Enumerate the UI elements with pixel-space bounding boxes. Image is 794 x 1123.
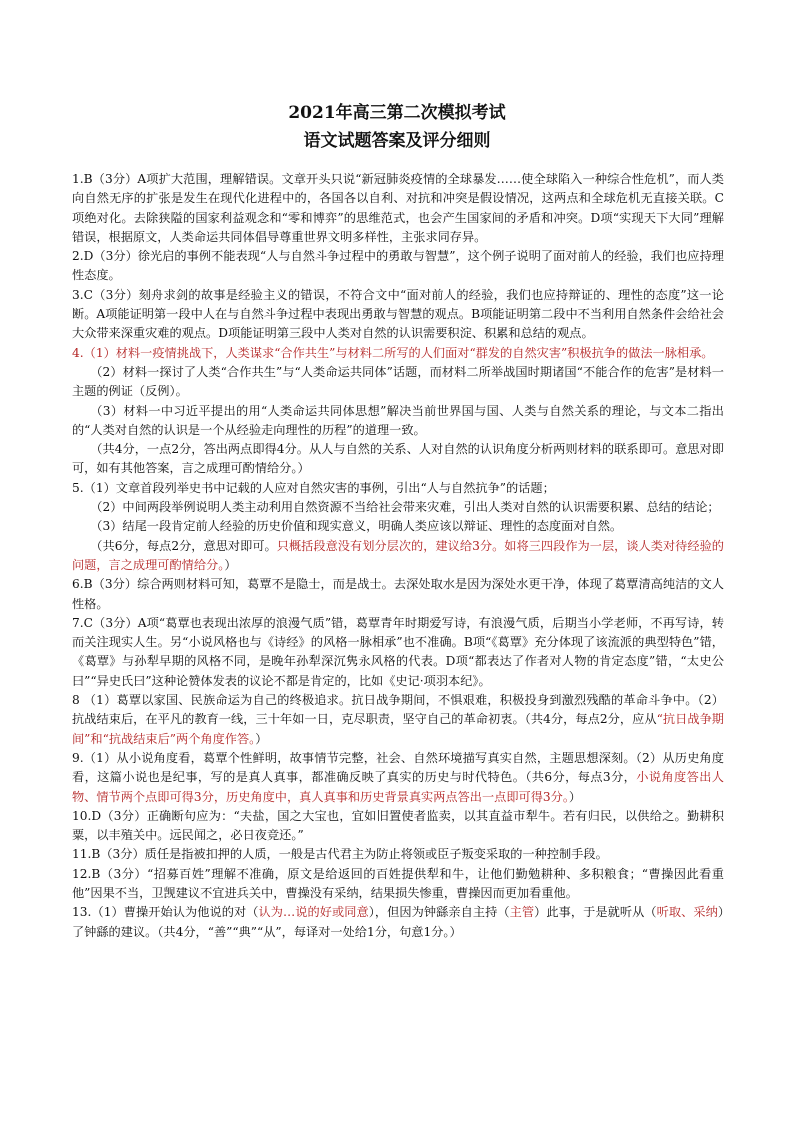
answer-item <box>72 575 724 614</box>
answer-item <box>72 903 724 942</box>
answer-item <box>72 691 724 749</box>
answer-item <box>72 344 724 363</box>
highlighted-text: “抗日战争期间”和“抗战结束后”两个角度作答。 <box>72 712 724 746</box>
answer-text: 1.B（3分）A项扩大范围，理解错误。文章开头只说“新冠肺炎疫情的全球暴发……使全球陷入一种综合性危机”，而人类向自然无序的扩张是发生在现代化进程中的，各国各以自利、对抗和冲突是假设情况，这两点和全球危机无直接关联。C项绝对化。去除狭隘的国家利益观念和“零和博弈”的思维范式，也会产生国家间的矛盾和冲突。D项“实现天下大同”理解错误，根据原文，人类命运共同体倡导尊重世界文明多样性，主张求同存异。 <box>72 172 724 244</box>
answer-item <box>72 537 724 576</box>
answer-text: 9.（1）从小说角度看，葛覃个性鲜明，故事情节完整，社会、自然环境描写真实自然，主题思想深刻。（2）从历史角度看，这篇小说也是纪事，写的是真人真事，都准确反映了真实的历史与时代特色。（共6分，每点3分， <box>72 750 724 785</box>
answer-text: 11.B（3分）质任是指被扣押的人质，一般是古代君主为防止将领或臣子叛变采取的一种控制手段。 <box>72 847 608 862</box>
answer-text: 6.B（3分）综合两则材料可知，葛覃不是隐士，而是战士。去深处取水是因为深处水更干净，体现了葛覃清高纯洁的文人性格。 <box>72 577 724 611</box>
document-subtitle: 语文试题答案及评分细则 <box>303 131 491 151</box>
answer-item <box>72 286 724 344</box>
answer-item <box>72 402 724 441</box>
answer-item <box>72 498 724 517</box>
answer-text: （3）结尾一段肯定前人经验的历史价值和现实意义，明确人类应该以辩证、理性的态度面对自然。 <box>90 519 623 534</box>
highlighted-text: 小说角度答出人物、情节两个点即可得3分，历史角度中，真人真事和历史背景真实两点答出一点即可得3分。 <box>72 770 724 804</box>
answer-item <box>72 170 724 247</box>
highlighted-text: 只概括段意没有划分层次的，建议给3分。如将三四段作为一层，谈人类对待经验的问题，言之成理可酌情给分。 <box>72 538 724 572</box>
answer-text: 5.（1）文章首段列举史书中记载的人应对自然灾害的事例，引出“人与自然抗争”的话题； <box>72 480 555 495</box>
answer-text: ） <box>224 557 237 572</box>
highlighted-text: 听取、采纳 <box>656 905 718 920</box>
answer-text: 8 （1）葛覃以家国、民族命运为自己的终极追求。抗日战争期间，不惧艰难，积极投身到激烈残酷的革命斗争中。（2）抗战结束后，在平凡的教育一线，三十年如一日，克尽职责，坚守自己的革命初衷。（共4分，每点2分，应从 <box>72 693 724 727</box>
answer-text: （共4分，一点2分，答出两点即得4分。从人与自然的关系、人对自然的认识角度分析两则材料的联系即可。 <box>90 442 676 457</box>
answer-item <box>72 749 724 807</box>
title-block <box>0 102 794 152</box>
highlighted-text: 4.（1）材料一疫情挑战下，人类谋求“合作共生”与材料二所写的人们面对“群发的自然灾害”积极抗争的做法一脉相承。 <box>72 345 714 360</box>
answer-text: 7.C（3分）A项“葛覃也表现出浓厚的浪漫气质”错，葛覃青年时期爱写诗，有浪漫气质，后期当小学老师，不再写诗，转而关注现实人生。另“小说风格也与《诗经》的风格一脉相承”也不准确。B项“《葛覃》充分体现了该流派的典型特色”错，《葛覃》与孙犁早期的风格不同，是晚年孙犁深沉隽永风格的代表。D项“都表达了作者对人物的肯定态度”错，“太史公曰”“异史氏曰”这种论赞体发表的议论不都是肯定的，比如《史记·项羽本纪》。 <box>72 615 724 688</box>
answer-item <box>72 614 724 691</box>
answer-text: （2）材料一探讨了人类“合作共生”与“人类命运共同体”话题，而材料二所举战国时期诸国“不能合作的危害”是材料一主题的例证（反例）。 <box>72 364 724 399</box>
answer-text: 2.D（3分）徐光启的事例不能表现“人与自然斗争过程中的勇敢与智慧”，这个例子说明了面对前人的经验，我们也应持理性态度。 <box>72 249 724 283</box>
answer-text: ）此事，于是就听从（ <box>534 905 657 920</box>
answer-item <box>72 363 724 402</box>
answer-text: ）了钟繇的建议。（共4分，“善”“典”“从”，每译对一处给1分，句意1分。） <box>72 905 725 939</box>
answer-text: （3）材料一中习近平提出的用“人类命运共同体思想”解决当前世界国与国、人类与自然关系的理论，与文本二指出的“人类对自然的认识是一个从经验走向理性的历程”的道理一致。 <box>72 403 724 437</box>
answer-text: 意思对即可，如有其他答案，言之成理可酌情给分。） <box>72 442 724 476</box>
answer-text: 10.D（3分）正确断句应为：“夫盐，国之大宝也，宜如旧置使者监卖，以其直益市犁牛。若有归民，以供给之。勤耕积粟，以丰殖关中。远民闻之，必日夜竞还。” <box>72 808 724 843</box>
answer-item <box>72 479 724 498</box>
document-title: 2021年高三第二次模拟考试 <box>288 103 506 123</box>
answer-item <box>72 845 724 864</box>
answer-list <box>72 170 724 942</box>
answer-text: （共6分，每点2分，意思对即可。 <box>90 538 277 553</box>
answer-item <box>72 440 724 479</box>
answer-text: （2）中间两段举例说明人类主动利用自然资源不当给社会带来灾难，引出人类对自然的认识需要积累、总结的结论； <box>90 500 720 515</box>
highlighted-text: 认为…说的好或同意 <box>258 905 369 920</box>
answer-text: ） <box>255 731 268 746</box>
answer-item <box>72 517 724 536</box>
answer-item <box>72 807 724 846</box>
answer-item <box>72 247 724 286</box>
answer-text: 12.B（3分）“招募百姓”理解不准确，原文是给返回的百姓提供犁和牛，让他们勤勉耕种、多积粮食；“曹操因此看重他”因果不当，卫觊建议不宜进兵关中，曹操没有采纳，结果损失惨重，曹操因而更加看重他。 <box>72 866 724 900</box>
answer-text: ），但因为钟繇亲自主持（ <box>368 905 510 920</box>
answer-item <box>72 865 724 904</box>
highlighted-text: 主管 <box>509 905 535 920</box>
answer-text: 3.C（3分）刻舟求剑的故事是经验主义的错误，不符合文中“面对前人的经验，我们也应持辩证的、理性的态度”这一论断。A项能证明第一段中人在与自然斗争过程中表现出勇敢与智慧的观点。B项能证明第二段中不当利用自然条件会给社会大众带来深重灾难的观点。D项能证明第三段中人类对自然的认识需要积淀、积累和总结的观点。 <box>72 287 724 341</box>
answer-text: 13.（1）曹操开始认为他说的对（ <box>72 905 259 920</box>
answer-text: ） <box>568 789 582 804</box>
